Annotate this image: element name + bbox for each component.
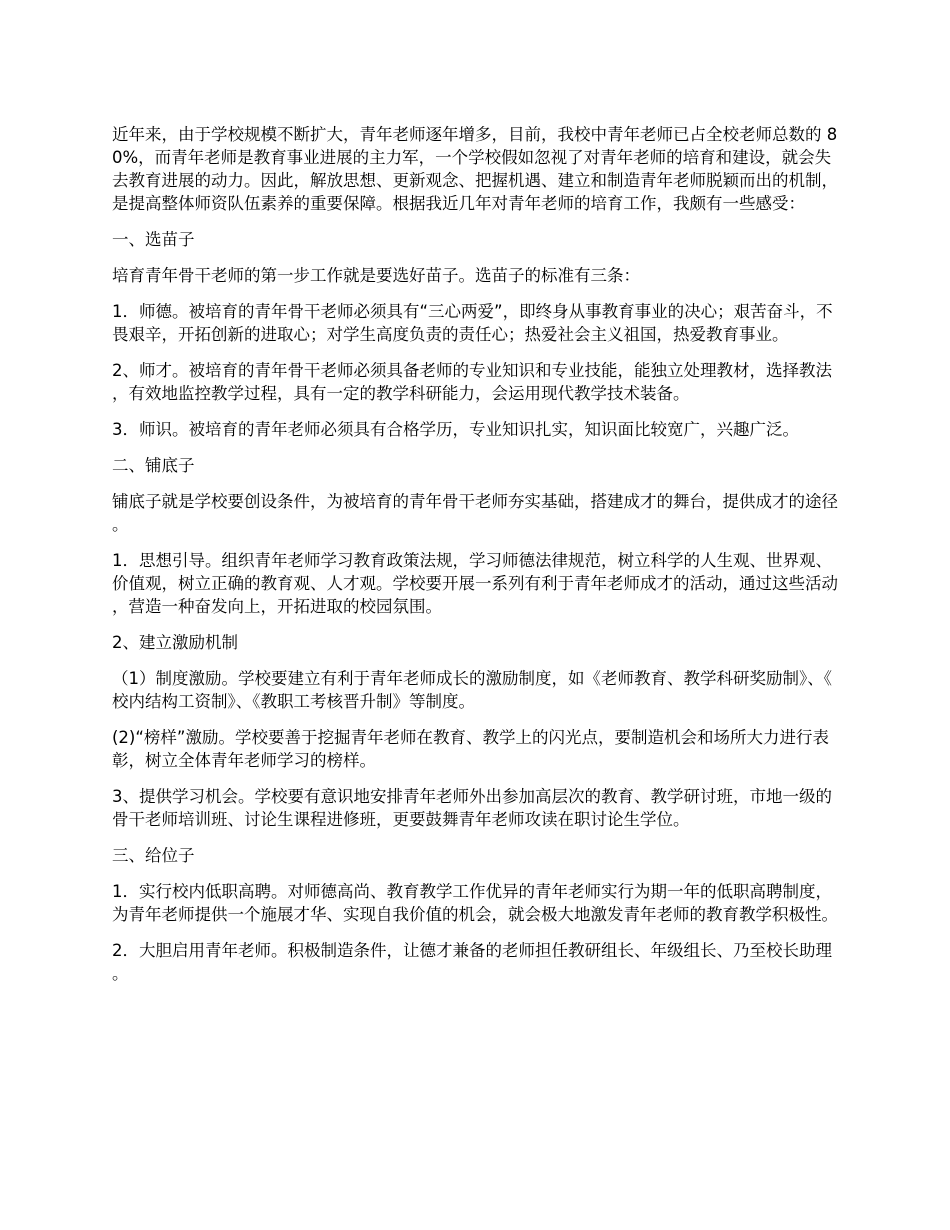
list-item-talent: 2、师才。被培育的青年骨干老师必须具备老师的专业知识和专业技能，能独立处理教材，选择教法，有效地监控教学过程，具有一定的教学科研能力，会运用现代教学技术装备。 <box>112 361 832 403</box>
section-heading-lay-foundation: 二、铺底子 <box>112 456 195 475</box>
list-item-appoint-young-teachers: 2．大胆启用青年老师。积极制造条件，让德才兼备的老师担任教研组长、年级组长、乃至校长助理。 <box>112 941 832 983</box>
list-item-learning-opportunity: 3、提供学习机会。学校要有意识地安排青年老师外出参加高层次的教育、教学研讨班，市地一级的骨干老师培训班、讨论生课程进修班，更要鼓舞青年老师攻读在职讨论生学位。 <box>112 787 832 829</box>
list-item-ideological-guidance: 1．思想引导。组织青年老师学习教育政策法规，学习师德法律规范，树立科学的人生观、世界观、价值观，树立正确的教育观、人才观。学校要开展一系列有利于青年老师成才的活动，通过这些活动，营造一种奋发向上，开拓进取的校园氛围。 <box>112 551 838 616</box>
intro-paragraph: 近年来，由于学校规模不断扩大，青年老师逐年增多，目前，我校中青年老师已占全校老师总数的 80%，而青年老师是教育事业进展的主力军，一个学校假如忽视了对青年老师的培育和建设，就会失去教育进展的动力。因此，解放思想、更新观念、把握机遇、建立和制造青年老师脱颖而出的机制，是提高整体师资队伍素养的重要保障。根据我近几年对青年老师的培育工作，我颇有一些感受： <box>112 125 838 213</box>
section-heading-give-positions: 三、给位子 <box>112 846 195 865</box>
sub-item-role-model-incentive: (2)“榜样”激励。学校要善于挖掘青年老师在教育、教学上的闪光点，要制造机会和场所大力进行表彰，树立全体青年老师学习的榜样。 <box>112 728 829 770</box>
list-item-low-title-high-hire: 1．实行校内低职高聘。对师德高尚、教育教学工作优异的青年老师实行为期一年的低职高聘制度，为青年老师提供一个施展才华、实现自我价值的机会，就会极大地激发青年老师的教育教学积极性。 <box>112 882 838 924</box>
list-item-knowledge: 3．师识。被培育的青年老师必须具有合格学历，专业知识扎实，知识面比较宽广，兴趣广泛。 <box>112 420 799 439</box>
list-item-incentive-mechanism: 2、建立激励机制 <box>112 633 238 652</box>
list-item-ethics: 1．师德。被培育的青年骨干老师必须具有“三心两爱”，即终身从事教育事业的决心；艰苦奋斗，不畏艰辛，开拓创新的进取心；对学生高度负责的责任心；热爱社会主义祖国，热爱教育事业。 <box>112 302 833 344</box>
paragraph: 培育青年骨干老师的第一步工作就是要选好苗子。选苗子的标准有三条： <box>112 266 640 285</box>
document-body <box>112 123 840 998</box>
paragraph: 铺底子就是学校要创设条件，为被培育的青年骨干老师夯实基础，搭建成才的舞台，提供成才的途径。 <box>112 492 838 534</box>
sub-item-institutional-incentive: （1）制度激励。学校要建立有利于青年老师成长的激励制度，如《老师教育、教学科研奖励制》、《校内结构工资制》、《教职工考核晋升制》等制度。 <box>112 669 832 711</box>
section-heading-select-seedlings: 一、选苗子 <box>112 230 195 249</box>
